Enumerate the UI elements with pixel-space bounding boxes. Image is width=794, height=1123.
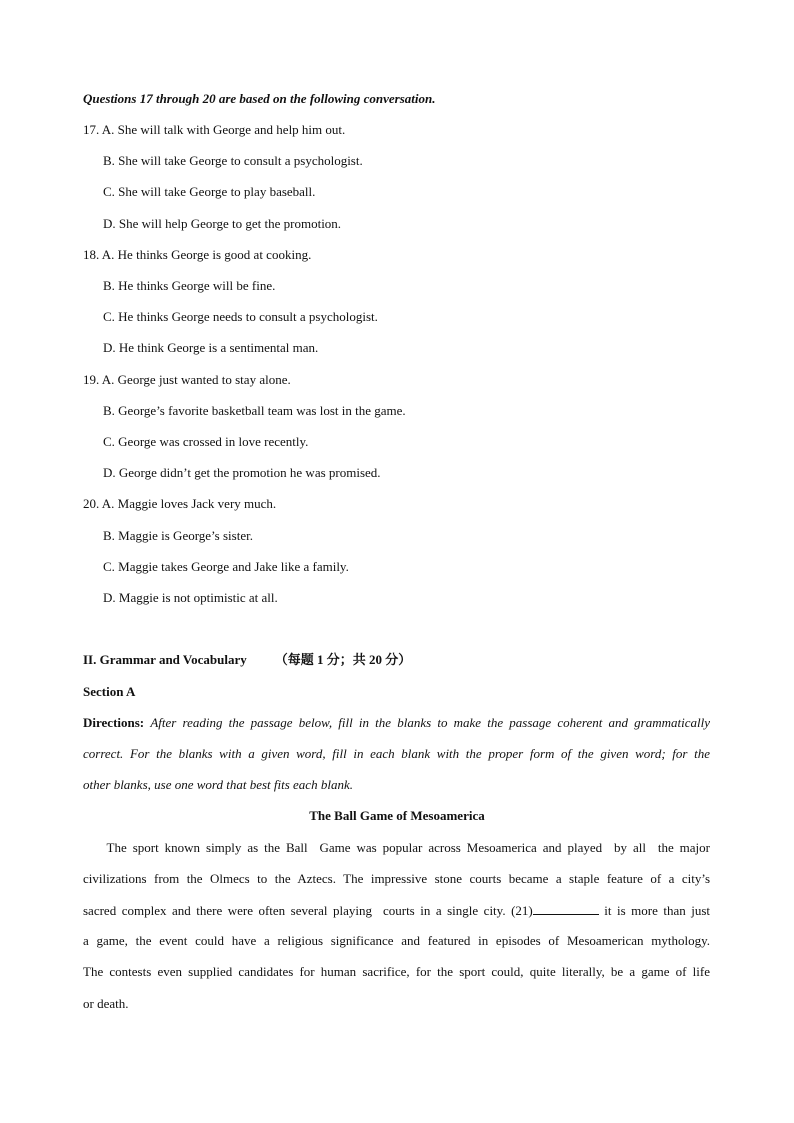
- option-17b: B. She will take George to consult a psychologist.: [103, 153, 363, 168]
- listening-header: Questions 17 through 20 are based on the following conversation.: [83, 91, 436, 106]
- passage-line-4: a game, the event could have a religious significance and featured in episodes of Mesoamerican mythology.: [83, 933, 710, 948]
- passage-line-3: [83, 902, 710, 919]
- passage-line-6: or death.: [83, 996, 129, 1011]
- directions-line-1: [83, 715, 710, 731]
- blank-21[interactable]: [533, 902, 599, 915]
- passage-line-5: The contests even supplied candidates for human sacrifice, for the sport could, quite literally, be a game of life: [83, 964, 710, 979]
- directions-text-1: After reading the passage below, fill in the blanks to make the passage coherent and grammatically: [150, 715, 711, 730]
- option-17c: C. She will take George to play baseball.: [103, 184, 316, 199]
- option-18c: C. He thinks George needs to consult a psychologist.: [103, 309, 378, 324]
- directions-line-3: other blanks, use one word that best fits each blank.: [83, 777, 353, 792]
- question-18: 18. A. He thinks George is good at cooking.: [83, 247, 312, 262]
- passage-line-3b: it is more than just: [598, 903, 710, 918]
- passage-title: The Ball Game of Mesoamerica: [309, 808, 485, 823]
- option-20d: D. Maggie is not optimistic at all.: [103, 590, 278, 605]
- option-18d: D. He think George is a sentimental man.: [103, 340, 319, 355]
- question-17: 17. A. She will talk with George and help him out.: [83, 122, 346, 137]
- passage-line-3a: sacred complex and there were often several playing courts in a single city. (21): [83, 903, 533, 918]
- section-heading: [83, 652, 411, 668]
- option-19b: B. George’s favorite basketball team was lost in the game.: [103, 403, 406, 418]
- directions-label: Directions:: [83, 715, 145, 730]
- option-18b: B. He thinks George will be fine.: [103, 278, 276, 293]
- question-19: 19. A. George just wanted to stay alone.: [83, 372, 291, 387]
- score-note: （每题 1 分；共 20 分）: [274, 652, 412, 667]
- directions-line-2: correct. For the blanks with a given word, fill in each blank with the proper form of the given word; for the: [83, 746, 710, 761]
- section-a-label: Section A: [83, 684, 136, 699]
- question-20: 20. A. Maggie loves Jack very much.: [83, 496, 277, 511]
- option-20b: B. Maggie is George’s sister.: [103, 528, 253, 543]
- option-17d: D. She will help George to get the promotion.: [103, 216, 342, 231]
- passage-line-1: The sport known simply as the Ball Game was popular across Mesoamerica and played by all the major: [83, 840, 710, 855]
- passage-line-2: civilizations from the Olmecs to the Aztecs. The impressive stone courts became a staple feature of a city’s: [83, 871, 710, 886]
- option-20c: C. Maggie takes George and Jake like a family.: [103, 559, 349, 574]
- option-19d: D. George didn’t get the promotion he was promised.: [103, 465, 381, 480]
- section-title: II. Grammar and Vocabulary: [83, 652, 247, 667]
- option-19c: C. George was crossed in love recently.: [103, 434, 309, 449]
